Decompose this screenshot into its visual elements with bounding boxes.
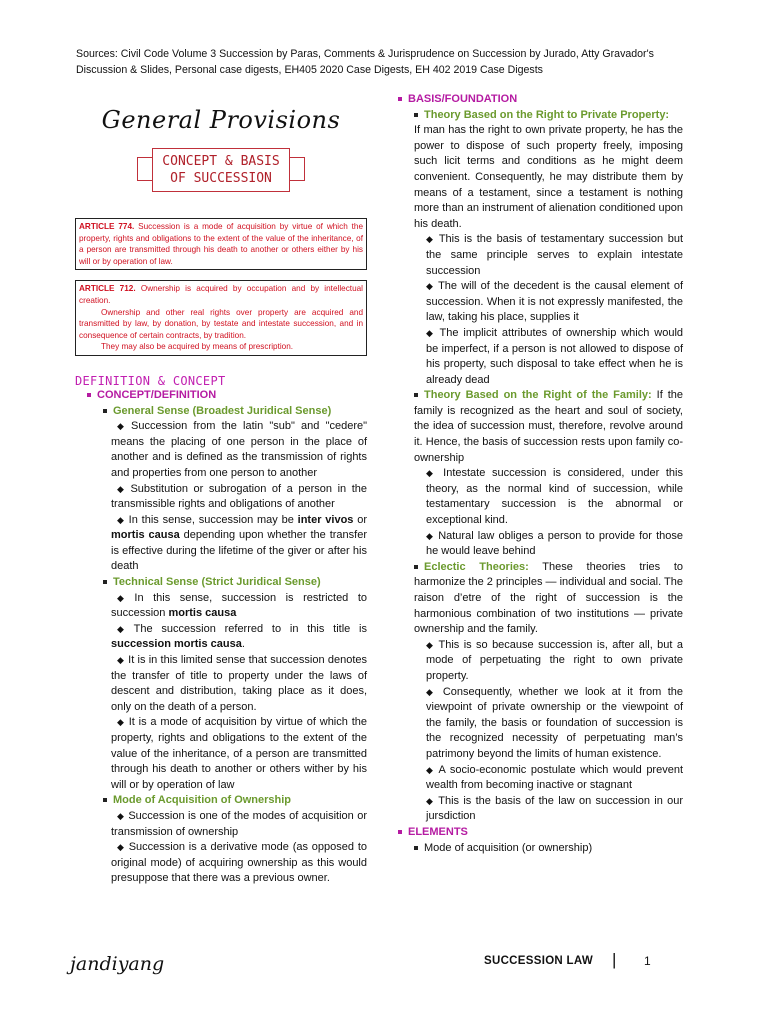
basis-heading: BASIS/FOUNDATION [398, 92, 683, 108]
article-712-text: Ownership is acquired by occupation and by intellectual creation. [79, 284, 363, 305]
diamond-bullet-icon: ◆ [117, 483, 127, 494]
article-774-label: ARTICLE 774. [79, 222, 135, 231]
list-item: ◆ The implicit attributes of ownership which would be imperfect, if a person is not allowed to dispose of his property, such disposal to take effect when he is already dead [426, 326, 684, 386]
list-item: ◆ Intestate succession is considered, under this theory, as the normal kind of succession, while testamentary succession is the abnormal or exceptional kind. [426, 467, 683, 527]
article-712-label: ARTICLE 712. [79, 284, 136, 294]
sources-note: Sources: Civil Code Volume 3 Succession by Paras, Comments & Jurisprudence on Succession by Jurado, Atty Gravador's Discussion & Slides, Personal case digests, EH405 2020 Case Digests, EH 402 2019 Case Digests [76, 48, 654, 76]
diamond-bullet-icon: ◆ [426, 639, 435, 650]
bullet-icon [398, 97, 402, 101]
mode-acquisition-heading: Mode of Acquisition of Ownership [103, 793, 367, 809]
theory-eclectic: Eclectic Theories: These theories tries to harmonize the 2 principles — individual and social. The raison d’etre of the right of succession is the harmonious combination of two institutions — private ownership and the family. [414, 560, 683, 636]
diamond-bullet-icon: ◆ [117, 810, 125, 821]
right-column [398, 92, 683, 856]
page-title: General Provisions [101, 106, 341, 134]
article-712-para-3: They may also be acquired by means of prescription. [101, 342, 294, 352]
general-sense-heading: General Sense (Broadest Juridical Sense) [103, 404, 367, 420]
list-item: ◆ Succession is a derivative mode (as opposed to original mode) of acquiring ownership as this would presuppose that there was a previous owner. [111, 841, 367, 885]
list-item: ◆ Natural law obliges a person to provide for those he would leave behind [426, 529, 683, 558]
diamond-bullet-icon: ◆ [117, 514, 125, 525]
diamond-bullet-icon: ◆ [426, 530, 435, 541]
theory-private-property-text: If man has the right to own private property, he has the power to dispose of such property freely, imposing such licit terms and conditions as he might deem convenient. Consequently, he may distribute them by means of a testament, since a testament is nothing more than an instrument of alienation conditioned upon his death. [414, 124, 683, 230]
list-item: Mode of acquisition (or ownership) [414, 841, 683, 857]
list-item: ◆ The will of the decedent is the causal element of succession. When it is not expressly manifested, the law, taking his place, supplies it [426, 280, 684, 324]
list-item: ◆ In this sense, succession is restricted to succession mortis causa [111, 591, 367, 620]
diamond-bullet-icon: ◆ [117, 592, 131, 603]
elements-heading: ELEMENTS [398, 825, 683, 841]
technical-sense-heading: Technical Sense (Strict Juridical Sense) [103, 575, 367, 591]
square-bullet-icon [414, 113, 418, 117]
section-heading-definition: DEFINITION & CONCEPT [75, 373, 226, 388]
list-item: ◆ This is the basis of the law on succession in our jursdiction [426, 794, 684, 823]
square-bullet-icon [414, 393, 418, 397]
list-item: ◆ In this sense, succession may be inter vivos or mortis causa depending upon whether the transfer is effective during the lifetime of the giver or after his death [111, 513, 368, 573]
article-712-para-2: Ownership and other real rights over property are acquired and transmitted by law, by donation, by testate and intestate succession, and in consequence of certain contracts, by tradition. [79, 307, 363, 340]
list-item: ◆ It is a mode of acquisition by virtue of which the property, rights and obligations to the extent of the value of the inheritance, of a person are transmitted through his death to another or others wither by his will or by operation of law [111, 716, 367, 791]
page-number: 1 [644, 954, 651, 968]
diamond-bullet-icon: ◆ [117, 623, 130, 634]
article-712-box [75, 280, 367, 356]
footer-divider: | [612, 950, 617, 969]
diamond-bullet-icon: ◆ [426, 764, 435, 775]
diamond-bullet-icon: ◆ [426, 686, 437, 697]
diamond-bullet-icon: ◆ [117, 655, 125, 666]
diamond-bullet-icon: ◆ [426, 795, 435, 806]
square-bullet-icon [414, 565, 418, 569]
bullet-icon [87, 393, 91, 397]
banner-line-2: OF SUCCESSION [170, 171, 272, 186]
section-banner [152, 148, 290, 192]
article-774-box [75, 218, 367, 270]
list-item: ◆ Succession from the latin "sub" and "cedere" means the placing of one person in the place of another and is defined as the transmission of rights and properties from one person to another [111, 420, 368, 479]
list-item: ◆ A socio-economic postulate which would prevent wealth from becoming inactive or stagnant [426, 763, 684, 792]
diamond-bullet-icon: ◆ [117, 421, 128, 432]
diamond-bullet-icon: ◆ [117, 842, 125, 853]
diamond-bullet-icon: ◆ [426, 234, 435, 245]
author-signature: jandiyang [70, 953, 165, 975]
list-item: ◆ Succession is one of the modes of acquisition or transmission of ownership [111, 809, 367, 838]
banner-line-1: CONCEPT & BASIS [162, 154, 280, 169]
list-item: ◆ Substitution or subrogation of a person in the transmissible rights and obligations of another [111, 482, 368, 511]
square-bullet-icon [103, 580, 107, 584]
theory-private-property: Theory Based on the Right to Private Property: [414, 108, 683, 124]
theory-family: Theory Based on the Right of the Family: If the family is recognized as the heart and soul of society, the idea of succession must, therefore, revolve around it. Hence, the basis of succession rests upon family co-ownership [414, 389, 683, 464]
square-bullet-icon [103, 409, 107, 413]
list-item: ◆ This is so because succession is, after all, but a mode of perpetuating the right to own private property. [426, 638, 684, 682]
left-column [75, 100, 367, 887]
list-item: ◆ The succession referred to in this title is succession mortis causa. [111, 622, 367, 651]
square-bullet-icon [414, 846, 418, 850]
list-item: ◆ This is the basis of testamentary succession but the same principle serves to explain intestate succession [426, 233, 684, 277]
article-774-text: Succession is a mode of acquisition by virtue of which the property, rights and obligations to the extent of the value of the inheritance, of a person are transmitted through his death to another or others either by his will or by operation of law. [79, 222, 364, 266]
square-bullet-icon [103, 798, 107, 802]
diamond-bullet-icon: ◆ [426, 281, 435, 292]
list-item: ◆ It is in this limited sense that succession denotes the transfer of title to property under the laws of descent and distribution, taking place as it does, only on the death of a person. [111, 654, 368, 713]
list-item: ◆ Consequently, whether we look at it from the viewpoint of private ownership or the viewpoint of the family, the basis or foundation of succession is the recognized necessity of perpetuating man’s patrimony beyond the limits of human existence. [426, 685, 683, 760]
concept-heading: CONCEPT/DEFINITION [87, 388, 367, 404]
footer-course-title: SUCCESSION LAW [484, 955, 593, 967]
diamond-bullet-icon: ◆ [426, 327, 435, 338]
bullet-icon [398, 830, 402, 834]
diamond-bullet-icon: ◆ [117, 717, 125, 728]
diamond-bullet-icon: ◆ [426, 468, 437, 479]
